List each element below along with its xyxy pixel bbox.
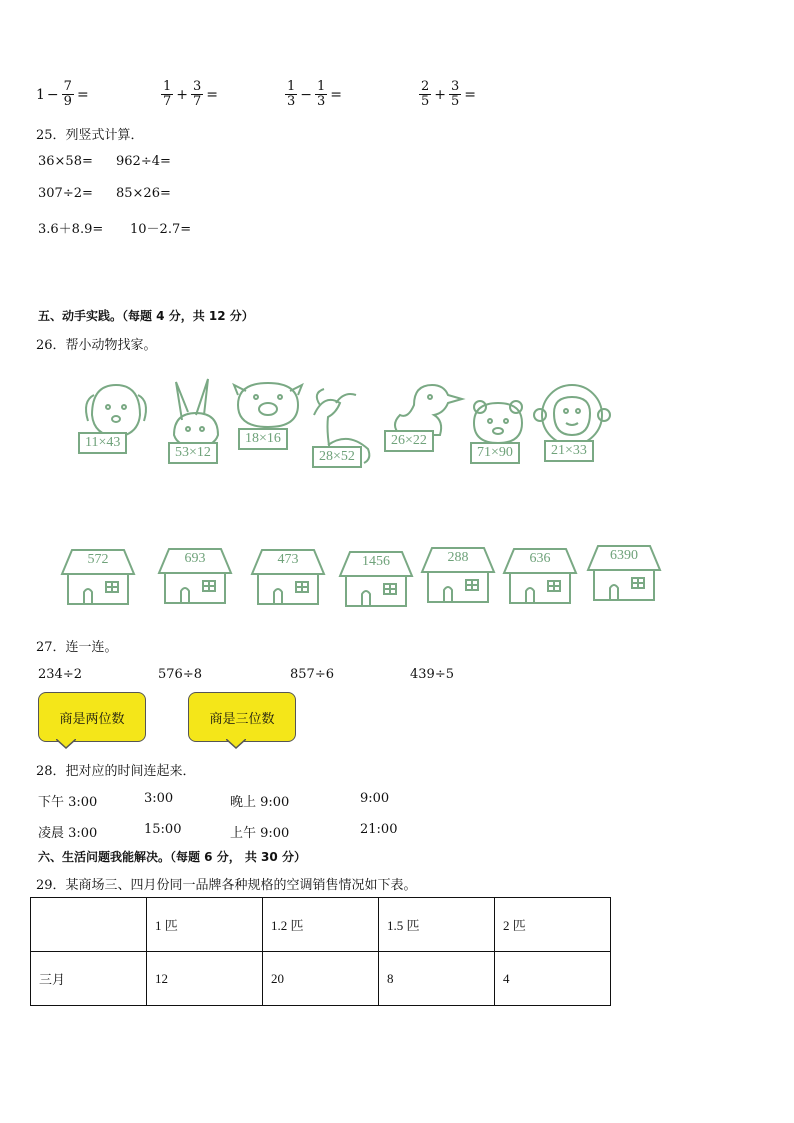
division-expr: 234÷2 — [38, 667, 82, 682]
equals: = — [330, 86, 343, 103]
calc-item: 3.6＋8.9= — [38, 222, 104, 237]
table-cell: 8 — [379, 952, 495, 1006]
calc-item: 307÷2= — [38, 186, 93, 201]
fraction — [315, 80, 327, 109]
house-number: 6390 — [610, 548, 638, 563]
question-28-title: 28．把对应的时间连起来． — [36, 764, 196, 779]
two-digit-quotient-bubble[interactable] — [38, 692, 146, 742]
question-25-title: 25．列竖式计算． — [36, 128, 144, 143]
table-cell — [31, 898, 147, 952]
monkey-icon — [534, 385, 610, 445]
question-29-title: 29．某商场三、四月份同一品牌各种规格的空调销售情况如下表。 — [36, 878, 417, 893]
house — [584, 542, 664, 604]
numerator: 7 — [63, 79, 72, 94]
equals: = — [76, 86, 89, 103]
time-item: 凌晨 3:00 — [38, 826, 98, 841]
division-expr: 857÷6 — [290, 667, 334, 682]
animal-sign: 21×33 — [544, 440, 594, 462]
house — [155, 545, 235, 607]
rabbit-icon — [174, 379, 218, 447]
fraction-expr-3 — [284, 80, 344, 109]
calc-item: 962÷4= — [116, 154, 171, 169]
equals: = — [206, 86, 219, 103]
time-item: 上午 9:00 — [230, 826, 290, 841]
house-number: 288 — [447, 550, 469, 565]
time-item: 9:00 — [360, 791, 390, 806]
operator: − — [300, 86, 313, 103]
fraction — [419, 80, 431, 109]
three-digit-quotient-bubble[interactable] — [188, 692, 296, 742]
numerator: 2 — [421, 79, 430, 94]
table-cell: 1 匹 — [147, 898, 263, 952]
numerator: 1 — [287, 79, 296, 94]
denominator: 3 — [287, 94, 296, 109]
equals: = — [464, 86, 477, 103]
calc-item: 85×26= — [116, 186, 171, 201]
fraction-expr-4 — [418, 80, 478, 109]
table-cell: 1.5 匹 — [379, 898, 495, 952]
denominator: 3 — [317, 94, 326, 109]
calc-item: 10－2.7= — [130, 222, 192, 237]
house — [336, 548, 416, 610]
fraction-expr-1 — [36, 80, 91, 109]
table-cell: 12 — [147, 952, 263, 1006]
fraction — [62, 80, 74, 109]
sales-table — [30, 897, 611, 1006]
pig-icon — [234, 383, 302, 427]
dog-icon — [86, 385, 146, 437]
bubble-tail-icon — [226, 739, 246, 749]
numerator: 3 — [451, 79, 460, 94]
numerator: 1 — [317, 79, 326, 94]
house — [500, 545, 580, 607]
operator: + — [434, 86, 447, 103]
bubble-label: 商是三位数 — [209, 711, 275, 727]
fraction — [285, 80, 297, 109]
numerator: 3 — [193, 79, 202, 94]
house-number: 473 — [277, 552, 299, 567]
table-row — [31, 952, 611, 1006]
table-cell: 2 匹 — [495, 898, 611, 952]
table-cell: 20 — [263, 952, 379, 1006]
time-item: 下午 3:00 — [38, 795, 98, 810]
house — [248, 546, 328, 608]
division-expr: 576÷8 — [158, 667, 202, 682]
time-item: 15:00 — [144, 822, 182, 837]
calc-item: 36×58= — [38, 154, 93, 169]
question-27-title: 27．连一连。 — [36, 640, 118, 655]
denominator: 7 — [163, 94, 172, 109]
operator: + — [176, 86, 189, 103]
section-5-heading: 五、动手实践。（每题 4 分，共 12 分） — [38, 309, 254, 323]
house-number: 636 — [529, 551, 551, 566]
denominator: 5 — [421, 94, 430, 109]
division-expr: 439÷5 — [410, 667, 454, 682]
animal-sign: 26×22 — [384, 430, 434, 452]
denominator: 9 — [63, 94, 72, 109]
whole-number: 1 — [36, 86, 45, 103]
house-number: 572 — [87, 552, 109, 567]
question-26-title: 26．帮小动物找家。 — [36, 338, 157, 353]
fraction — [191, 80, 203, 109]
numerator: 1 — [163, 79, 172, 94]
animal-sign: 28×52 — [312, 446, 362, 468]
house-number: 693 — [184, 551, 206, 566]
time-item: 晚上 9:00 — [230, 795, 290, 810]
operator: − — [46, 86, 59, 103]
animal-sign: 18×16 — [238, 428, 288, 450]
house — [418, 544, 498, 606]
time-item: 21:00 — [360, 822, 398, 837]
duck-icon — [395, 385, 462, 435]
table-cell: 三月 — [31, 952, 147, 1006]
house-number: 1456 — [362, 554, 390, 569]
time-item: 3:00 — [144, 791, 174, 806]
section-6-heading: 六、生活问题我能解决。（每题 6 分， 共 30 分） — [38, 850, 306, 864]
fraction — [161, 80, 173, 109]
animal-sign: 71×90 — [470, 442, 520, 464]
animal-sign: 11×43 — [78, 432, 127, 454]
fraction — [449, 80, 461, 109]
table-header-row — [31, 898, 611, 952]
animal-sign: 53×12 — [168, 442, 218, 464]
fraction-expr-2 — [160, 80, 220, 109]
bear-icon — [474, 401, 522, 443]
denominator: 5 — [451, 94, 460, 109]
bubble-tail-icon — [56, 739, 76, 749]
bubble-label: 商是两位数 — [59, 711, 125, 727]
table-cell: 1.2 匹 — [263, 898, 379, 952]
house — [58, 546, 138, 608]
denominator: 7 — [193, 94, 202, 109]
table-cell: 4 — [495, 952, 611, 1006]
